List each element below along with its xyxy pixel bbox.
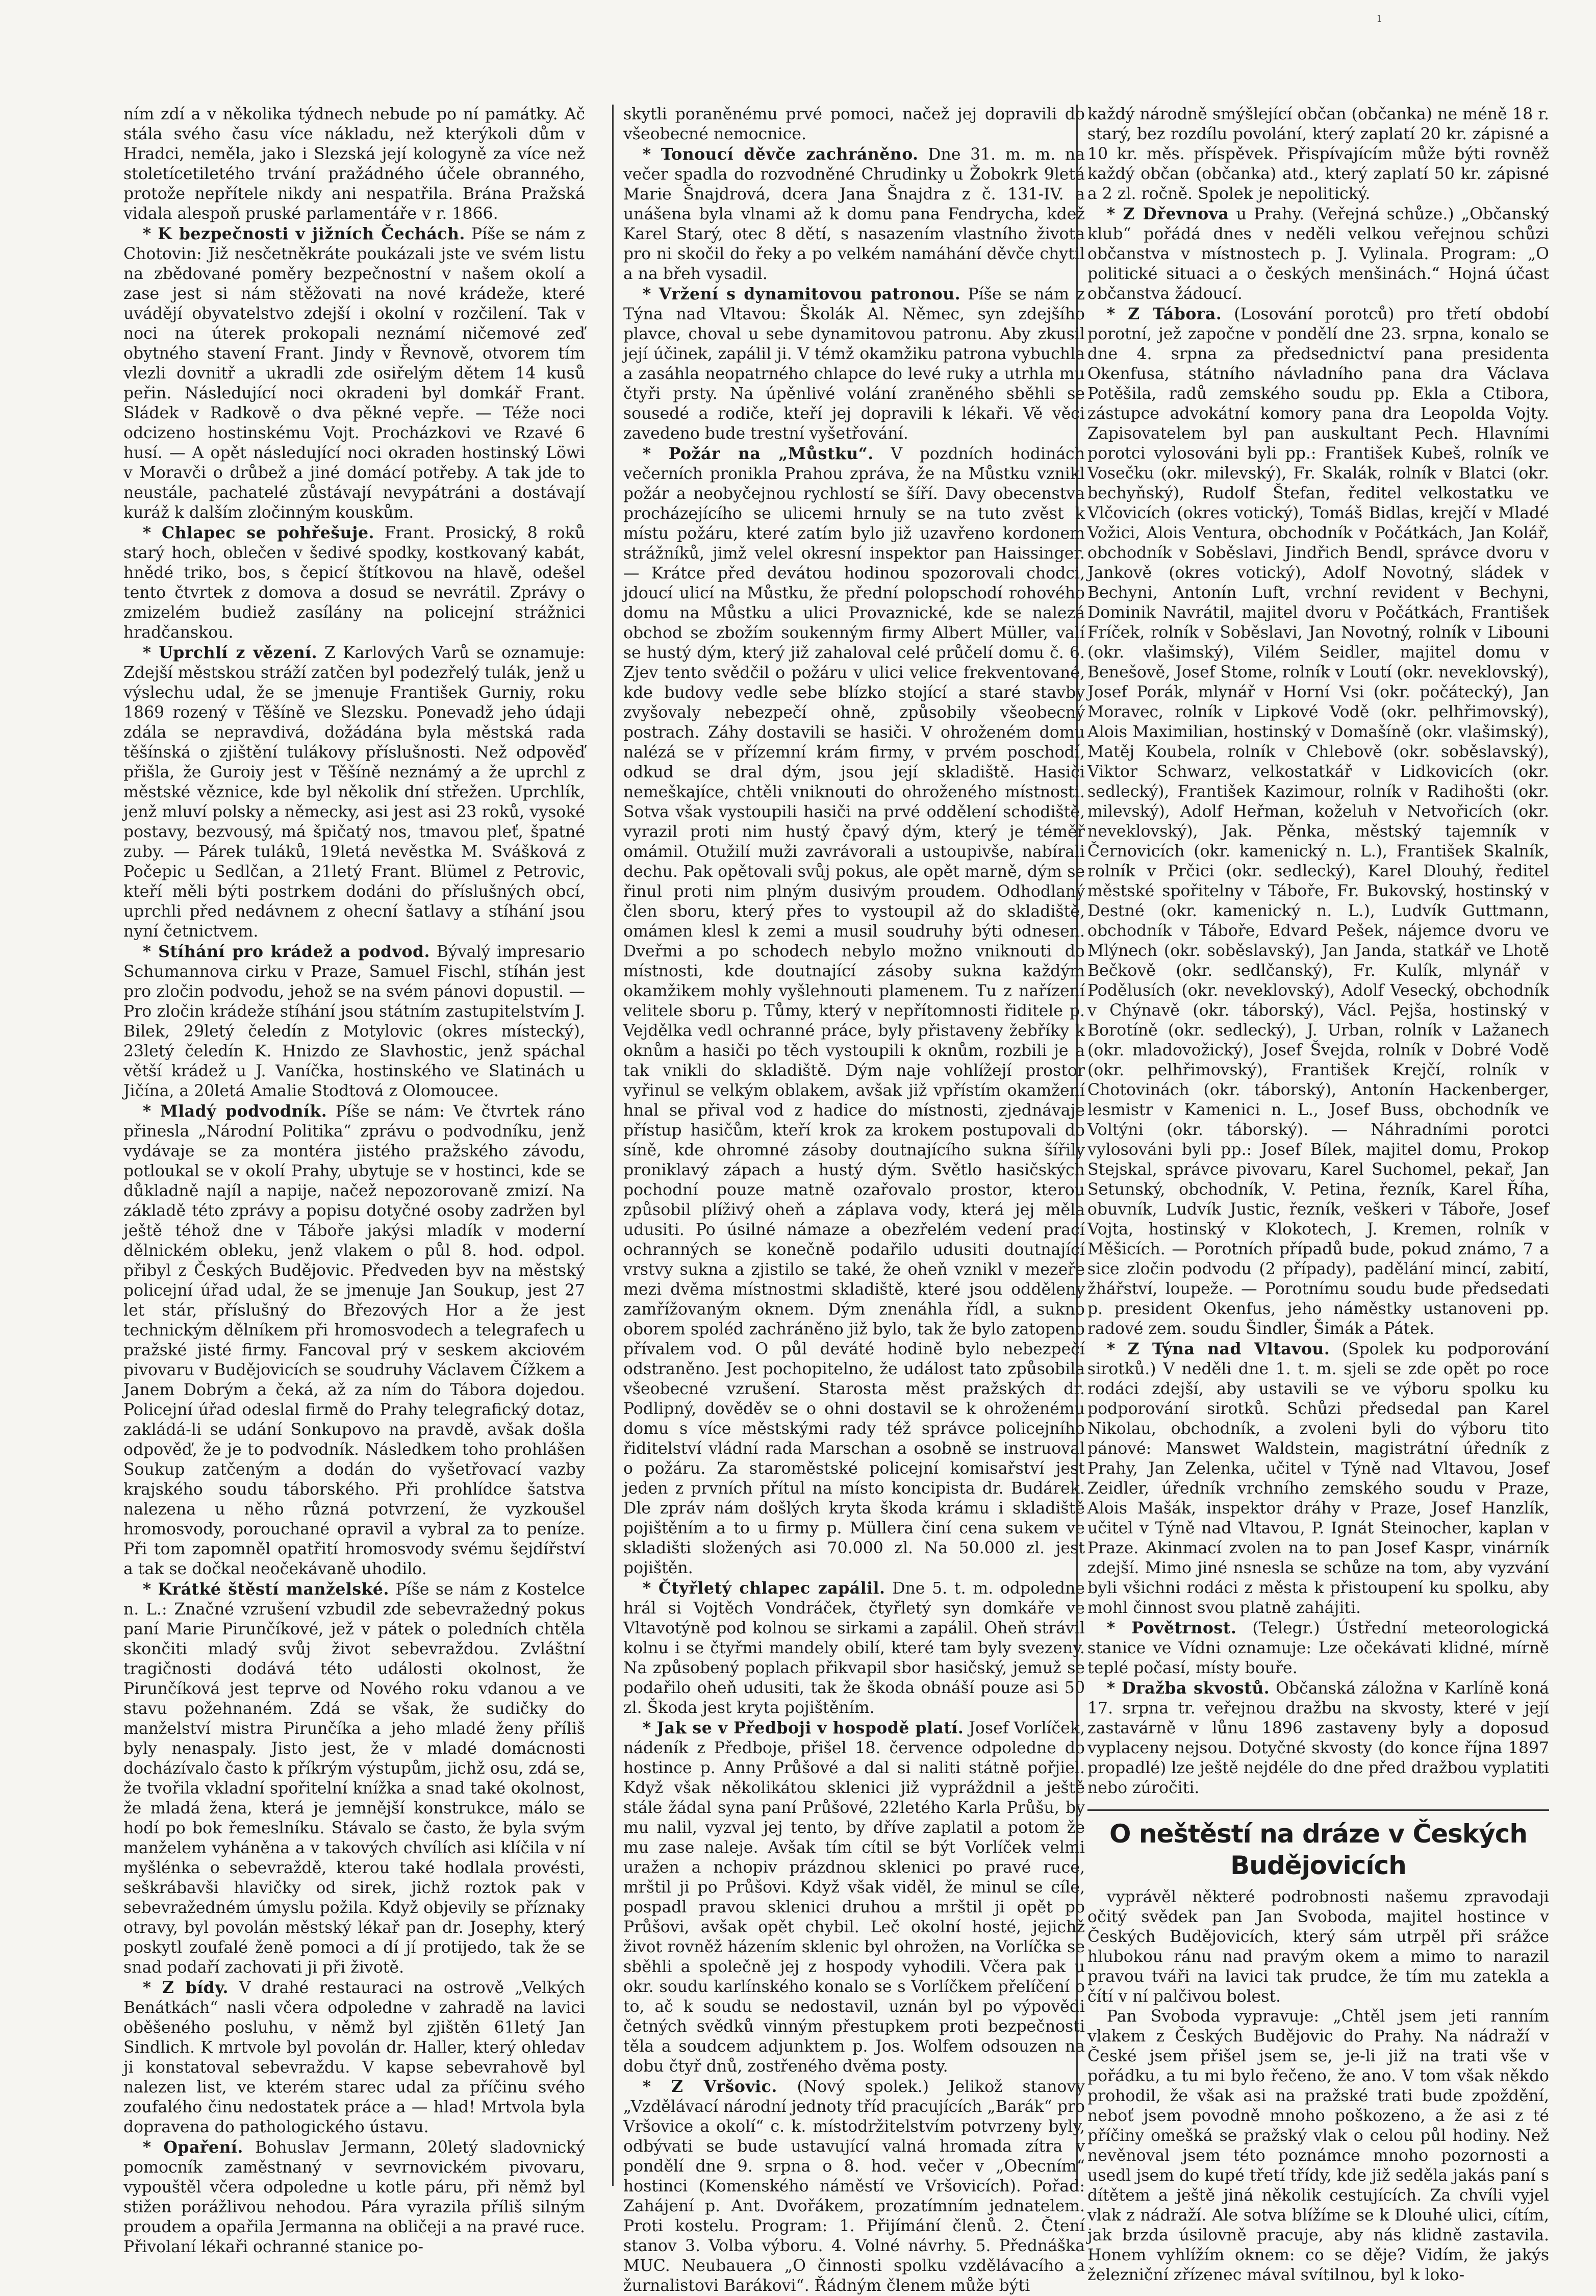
item-text: (Nový spolek.) Jelikož stanovy „Vzdělávací národní jednoty tříd pracujících „Barák“ pro Vršovice a okolí“ c. k. místodržitelstvím potvrzeny byly, odbývati se bude ustavující valná hromada zítra v pondělí dne 9. srpna o 8. hod. večer v „Obecním“ hostinci (Komenského náměstí ve Vršovicích). Pořad: Zahájení p. Ant. Dvořákem, prozatímním jednatelem. Proti kostelu. Program: 1. Přijímání členů. 2. Čtení stanov 3. Volba výboru. 4. Volné návrhy. 5. Přednáška MUC. Neubauera „O činnosti spolku vzdělávacího a žurnalistovi Barákovi“. Řádným členem může býti [623, 2078, 1085, 2295]
item-asterisk: * [142, 643, 159, 662]
article-paragraph: vyprávěl některé podrobnosti našemu zpravodaji očitý svědek pan Jan Svoboda, majitel hostince v Českých Budějovicích, který sám utrpěl při srážce hlubokou ránu nad pravým okem a mimo to narazil pravou tváři na lavici tak prudce, že tím mu zatekla a čítí v ní palčivou bolest. [1087, 1888, 1549, 2006]
news-item [1087, 204, 1549, 304]
news-item [1087, 1618, 1549, 1678]
item-title: Povětrnost. [1131, 1619, 1237, 1637]
item-text: (Spolek ku podporování sirotků.) V neděli dne 1. t. m. sjeli se zde opět po roce rodáci zdejší, aby ustavili se ve výboru spolku ku podporování sirotků. Schůzi předsedal pan Karel Nikolau, obchodník, a zvoleni byli do výboru tito pánové: Manswet Waldstein, magistrátní úředník z Prahy, Jan Zelenka, učitel v Týně nad Vltavou, Josef Zeidler, úředník vrchního zemského soudu v Praze, Alois Mašák, inspektor dráhy v Praze, Josef Hanzlík, učitel v Týně nad Vltavou, P. Ignát Steinocher, kaplan v Praze. Akinmací zvolen na to pan Josef Kaspr, vinárník zdejší. Mimo jiné nsnesla se schůze na tom, aby vyzvání byli všichni rodáci z města k přistoupení ku spolku, aby mohl činnost svou platně zahájiti. [1087, 1340, 1549, 1617]
item-asterisk: * [642, 285, 659, 304]
item-title: Dražba skvostů. [1122, 1679, 1270, 1698]
item-text: u Prahy. (Veřejná schůze.) „Občanský klub“ pořádá dnes v neděli velkou veřejnou schůzi občanstva v místnostech p. J. Vylinala. Program: „O politické situaci a o českých menšinách.“ Hojná účast občanstva žádoucí. [1087, 205, 1549, 303]
news-item [123, 224, 585, 523]
item-title: Čtyřletý chlapec zapálil. [658, 1579, 885, 1598]
news-item [123, 643, 585, 942]
news-item [123, 1978, 585, 2137]
item-text: Frant. Prosický, 8 roků starý hoch, oblečen v šedivé spodky, kostkovaný kabát, hnědé triko, bos, s čepicí štítkovou na hlavě, odešel tento čtvrtek z domova a dosud se nevrátil. Zprávy o zmizelém budiež zasílány na policejní strážnici hradčanskou. [123, 524, 585, 642]
news-item [623, 144, 1085, 284]
item-text: Bohuslav Jermann, 20letý sladovnický pomocník zaměstnaný v sevrnovickém pivovaru, vypouštěl včera odpoledne u kotle páru, při němž byl stižen porážlivou nehodou. Pára vyrazila příliš silným proudem a opařila Jermanna na obličeji a na pravé ruce. Přivolaní lékaři ochranné stanice po- [123, 2138, 585, 2256]
article-headline [1087, 1809, 1549, 1881]
item-asterisk: * [642, 1719, 657, 1737]
news-item [123, 942, 585, 1101]
item-asterisk: * [142, 1102, 160, 1121]
item-text: V drahé restauraci na ostrově „Velkých Benátkách“ nasli včera odpoledne v zahradě na lavici oběšeného posluhu, v němž byl zjištěn 61letý Jan Sindlich. K mrtvole byl povolán dr. Haller, který ohledav ji konstatoval sebevraždu. V kapse sebevrahově byl nalezen list, ve kterém starec udal za příčinu svého zoufalého činu nedostatek práce a — hlad! Mrtvola byla dopravena do pathologického ústavu. [123, 1979, 585, 2136]
item-text: Píše se nám z Chotovin: Již nesčetněkráte poukázali jste ve svém listu na zbědované poměry bezpečnostní v našem okolí a zase jest si nám stěžovati na nové krádeže, které uvádějí obyvatelstvo zdejší i okolní v rozčilení. Tak v noci na úterek prokopali neznámí ničemové zeď obytného stavení Frant. Jindy v Řevnově, otvorem tím vlezli dovnitř a ukradli zde osiřelým dětem 14 kusů peřin. Následující noci okradeni byl domkář Frant. Sládek v Radkově o dva pěkné vepře. — Téže noci odcizeno hostinskému Vojt. Procházkovi ve Rzavé 6 husí. — A opět následující noci okraden hostinský Löwi v Moravči o drůbež a jiné domácí potřeby. A tak jde to neustále, pachatelé zůstávají nevypátráni a dostávají kuráž k dalším zločinným kouskům. [123, 225, 585, 522]
item-title: Opaření. [163, 2138, 243, 2157]
item-text: Píše se nám z Týna nad Vltavou: Školák Al. Němec, syn zdejšího plavce, choval u sebe dynamitovou patronu. Aby zkusil její účinek, zapálil ji. V témž okamžiku patrona vybuchla a zasáhla neopatrného chlapce do levé ruky a utrhla mu čtyři prsty. Na úpěnlivé volání zraněného sběhli se sousedé a rodiče, kteří jej dopravili k lékaři. Vě věci zavedeno bude trestní vyšetřování. [623, 285, 1085, 443]
item-asterisk: * [1106, 1619, 1132, 1637]
column-opening-fragment: skytli poraněnému prvé pomoci, načež jej dopravili do všeobecné nemocnice. [623, 105, 1085, 143]
item-text: V pozdních hodinách večerních pronikla Prahou zpráva, že na Můstku vznikl požár a neobyčejnou rychlostí se šíří. Davy obecenstva procházejícího se ulicemi hrnuly se na tuto zvěst k místu požáru, které zatím bylo již uzavřeno kordonem strážníků, jimž velel okresní inspektor pan Haissinger. — Krátce před devátou hodinou spozorovali chodci, jdoucí ulicí na Můstku, že přední polopschodí rohového domu na Můstku a ulici Provaznické, kde se nalezá obchod se zbožím soukenným firmy Albert Müller, valí se hustý dým, který již zahaloval celé průčelí domu č. 6. Zjev tento svědčil o požáru v ulici velice frekventované, kde budovy vedle sebe blízko stojící a staré stavby zvyšovaly nebezpečí ohně, způsobily všeobecný postrach. Záhy dostavili se hasiči. V ohroženém domu nalézá se v přízemní krám firmy, v prvém poschodí, odkud se dral dým, jsou její skladiště. Hasiči nemeškajíce, chtěli vniknouti do ohroženého místnosti. Sotva však vystoupili hasiči na prvé oddělení schodiště, vyrazil proti nim hustý čpavý dým, který je téměř omámil. Otužilí muži zavrávorali a ustoupivše, nabírali dechu. Pak opětovali svůj pokus, ale opět marně, dým se řinul proti nim plným dusivým proudem. Odhodlaný člen sboru, který přes to vystoupil až do skladiště, omámen klesl k zemi a musil soudruhy býti odnesen. Dveřmi a po schodech nebylo možno vniknouti do místnosti, kde doutnající zásoby sukna každým okamžikem mohly vyšlehnouti plamenem. Tu z nařízení velitele sboru p. Tůmy, který v nepřítomnosti řiditele p. Vejdělka vedl ochranné práce, byly přistaveny žebříky k oknům a hasiči po těch vystoupili k oknům, rozbili je a tak vnikli do skladiště. Dým naje vohlížejí prostor vyřinul se velkým oblakem, avšak již vpřístím okamžení hnal se přival vod z hadice do místnosti, zjednávaje přístup hasičům, kteří krok za krokem postupovali do síně, kde ohromné zásoby doutnajícího sukna šířily proniklavý zápach a hustý dým. Světlo hasičských pochodní pouze matně ozařovalo prostor, kterou způsobil plíživý oheň a záplava vody, která jej měla udusiti. Po úsilné námaze a obezřelém vedení prací ochranných se konečně podařilo udusiti doutnající vrstvy sukna a zjistilo se také, že oheň vznikl v mezeře mezi dvěma místnostmi skladiště, které jsou odděleny zamřížovaným oknem. Dým znenáhla řídl, a sukno oborem spoléd zachráněno již bylo, tak že bylo zatopeno přívalem vod. O půl deváté hodině bylo nebezpečí odstraněno. Jest pochopitelno, že událost tato způsobila všeobecné vzrušení. Starosta měst pražských dr. Podlipný, dověděv se o ohni dostavil se k ohroženému domu s více městskými rady též správce policejního řiditelství vládní rada Marschan a osobně se instruoval o požáru. Za staroměstské policejní komisařství jest jeden z prvních přítul na místo koncipista dr. Budárek. Dle zpráv nám došlých kryta škoda krámu i skladiště pojištěním a to u firmy p. Müllera činí cena sukem ve skladišti složených asi 70.000 zl. Na 50.000 zl. jest pojištěn. [623, 445, 1085, 1577]
item-asterisk: * [642, 1579, 658, 1598]
item-title: Uprchlí z vězení. [159, 643, 318, 662]
column-3 [1087, 105, 1550, 2284]
item-title: Požár na „Můstku“. [668, 444, 874, 463]
column-rule [612, 105, 614, 2186]
article-paragraph: Pan Svoboda vypravuje: „Chtěl jsem jeti ranním vlakem z Českých Budějovic do Prahy. Na nádraží v České jsem přišel jsem se, je-li již na trati vše v pořádku, a tu mi bylo řečeno, že ano. V tom však někdo prohodil, že však asi na pražské trati bude zpoždění, neboť jsem povodně mnoho poškozeno, a že asi z té příčiny omešká se pražský vlak o celou půl hodiny. Než nevěnoval jsem této poznámce mnoho pozornosti a usedl jsem do kupé třetí třídy, kde již seděla jakás paní s dítětem a ještě jiná několik cestujících. Za chvíli vyjel vlak z nádraží. Ale sotva blížíme se k Dlouhé ulici, cítím, jak brzda úsilovně pracuje, aby nás klidně zastavila. Honem vyhlížím oknem: co se děje? Vidím, že jakýs železniční zřízenec mával svítilnou, byl k loko- [1087, 2007, 1549, 2284]
item-asterisk: * [1106, 205, 1123, 223]
margin-mark: ı [1377, 10, 1382, 26]
column-opening-fragment: ním zdí a v několika týdnech nebude po ní památky. Ač stála svého času více nákladu, než kterýkoli dům v Hradci, neměla, jako i Slezská její kologyně za více než stoletícetiletého trvání pražádného účele obranného, protože nepřítele nikdy ani nespatřila. Brána Pražská vidala alespoň pruské parlamentáře v r. 1866. [123, 105, 585, 223]
column-opening-fragment: každý národně smýšlející občan (občanka) ne méně 18 r. starý, bez rozdílu povolání, který zaplatí 20 kr. zápisné a 10 kr. měs. příspěvek. Přispívajícím může býti rovněž každý občan (občanka) atd., který zaplatí 50 kr. zápisné a 2 zl. ročně. Spolek je nepolitický. [1087, 105, 1549, 203]
item-title: Z Týna nad Vltavou. [1127, 1340, 1330, 1358]
item-text: Bývalý impresario Schumannova cirku v Praze, Samuel Fischl, stíhán jest pro zločin podvodu, jehož se na svém pánovi dopustil. — Pro zločin krádeže stíhání jsou státním zastupitelstvím J. Bilek, 29letý čeledín z Motylovic (okres místecký), 23letý čeledín K. Hnizdo ze Slavhostic, jenž spáchal větší krádež u J. Vaníčka, hostinského ve Slatinách u Jičína, a 20letá Amalie Stodtová z Olomoucee. [123, 943, 585, 1100]
news-item [1087, 1678, 1549, 1798]
item-asterisk: * [642, 444, 669, 463]
item-text: Občanská záložna v Karlíně koná 17. srpna tr. veřejnou dražbu na skvosty, které v její zastavárně v lůnu 1896 zastaveny byly a doposud vyplaceny nejsou. Dotyčné skvosty (do konce října 1897 propadlé) lze ještě nejdéle do dne před dražbou vyplatiti nebo zúročiti. [1087, 1679, 1549, 1797]
item-asterisk: * [142, 2138, 164, 2157]
item-text: Dne 5. t. m. odpoledne hrál si Vojtěch Vondráček, čtyřletý syn domkáře ve Vltavotýně pod kolnou se sirkami a zapálil. Oheň strávil kolnu i se čtyřmi mandely obilí, které tam byly svezeny. Na způsobený poplach přikvapil sbor hasičský, jemuž se podařilo oheň udusiti, tak že škoda obnáší pouze asi 50 zl. Škoda jest kryta pojištěním. [623, 1579, 1085, 1717]
item-text: Píše se nám z Kostelce n. L.: Značné vzrušení vzbudil zde sebevražedný pokus paní Marie Pirunčíkové, jež v pátek o poledních chtěla skončiti mladý svůj život sebevraždou. Zvláštní tragičnosti dodává této události okolnost, že Pirunčíková jest teprve od Nového roku vdanou a ve stavu požehnaném. Zdá se však, že sudičky do manželství mistra Pirunčíka a jeho mladé ženy příliš byly nenaspaly. Jisto jest, že v mladé domácnosti docházívalo často k příkrým výstupům, jichž osu, zdá se, že tvořila vkladní spořitelní knížka a snad také okolnost, že mladá žena, která je jemnější konstrukce, málo se hodí po bok řemeslníku. Stávalo se často, že byla svým manželem vyháněna a v takových chvílích asi klíčila v ní myšlénka o sebevraždě, kterou také hodlala provésti, seškrábavši hlavičky od sirek, jichž roztok pak v sebevražedném úmyslu požila. Když objevily se příznaky otravy, byl povolán městský lékař pan dr. Josephy, který poskytl zoufalé ženě pomoci a dí jí protijedo, tak že se snad podaří zachovati ji při životě. [123, 1580, 585, 1977]
item-asterisk: * [642, 145, 661, 164]
news-item [623, 2077, 1085, 2296]
item-title: Z Dřevnova [1123, 205, 1229, 223]
item-asterisk: * [142, 942, 159, 961]
news-item [1087, 304, 1549, 1339]
news-items [123, 224, 585, 2257]
item-asterisk: * [142, 1978, 163, 1997]
item-title: Z Vršovic. [671, 2077, 777, 2096]
item-text: (Telegr.) Ústřední meteorologická stanice ve Vídni oznamuje: Lze očekávati klidné, mírně teplé počasí, místy bouře. [1087, 1619, 1549, 1677]
item-asterisk: * [142, 1580, 158, 1599]
item-title: Krátké štěstí manželské. [158, 1580, 389, 1599]
item-text: Z Karlových Varů se oznamuje: Zdejší městskou stráží zatčen byl podezřelý tulák, jenž u výslechu udal, že se jmenuje František Gurniy, roku 1869 rozený v Těšíně ve Slezsku. Ponevadž jeho údaji zdála se nepravdivá, dožádána byla městská rada těšínská o zjištění tulákovy příslušnosti. Než odpověď přišla, že Guroiy jest v Těšíně neznámý a že uprchl z městské věznice, kde byl několik dní střežen. Uprchlík, jenž mluví polsky a německy, asi jest asi 23 roků, vysoké postavy, bezvousý, má špičatý nos, tmavou pleť, špatné zuby. — Párek tuláků, 19letá nevěstka M. Svášková z Počepic u Sedlčan, a 21letý Frant. Blümel z Petrovic, kteří měli býti postrkem dodáni do příslušných obcí, uprchli před nedávnem z ohecní šatlavy a stíhání jsou nyní četnictvem. [123, 644, 585, 941]
item-title: Tonoucí děvče zachráněno. [661, 145, 919, 164]
news-items [1087, 204, 1549, 1798]
item-asterisk: * [142, 523, 162, 542]
item-text: Dne 31. m. m. na večer spadla do rozvodněné Chrudinky u Žobokrk 9letá Marie Šnajdrová, dcera Jana Šnajdra z č. 131-IV. a unášena byla vlnami až k domu pana Fendrycha, kdež Karel Starý, otec 8 dětí, s nasazením vlastního života pro ni skočil do řeky a po velkém namáhání děvče chytil a na břeh vysadil. [623, 145, 1085, 283]
item-asterisk: * [142, 224, 158, 243]
news-item [623, 1578, 1085, 1718]
item-title: Stíhání pro krádež a podvod. [158, 942, 430, 961]
item-text: (Losování porotců) pro třetí období porotní, jež započne v pondělí dne 23. srpna, konalo se dne 4. srpna za předsednictví pana presidenta Okenfusa, státního návladního pana dra Václava Potěšila, radů zemského soudu pp. Ekla a Ctibora, zástupce advokátní komory pana dra Leopolda Vojty. Zapisovatelem byl pan auskultant Pech. Hlavními porotci vylosováni byli pp.: František Kubeš, rolník ve Vosečku (okr. milevský), Fr. Skalák, rolník v Blatci (okr. bechyňský), Rudolf Štefan, ředitel velkostatku ve Vlčovicích (okres votický), Tomáš Bidlas, krejčí v Mladé Vožici, Alois Ventura, obchodník v Počátkách, Jan Kolář, obchodník v Soběslavi, Jindřich Bendl, správce dvoru v Jankově (okres votický), Adolf Novotný, sládek v Bechyni, Antonín Luft, vrchní revident v Bechyni, Dominik Navrátil, majitel dvoru v Počátkách, František Fríček, rolník v Soběslavi, Jan Novotný, rolník v Libouni (okr. vlašimský), Vilém Seidler, majitel domu v Benešově, Josef Stome, rolník v Loutí (okr. neveklovský), Josef Porák, mlynář v Horní Vsi (okr. počátecký), Jan Moravec, rolník v Lipkové Vodě (okr. pelhřimovský), Alois Maximilian, hostinský v Domašíně (okr. vlašimský), Matěj Koubela, rolník v Chlebově (okr. soběslavský), Viktor Schwarz, velkostatkář v Lidkovicích (okr. sedlecký), František Kazimour, rolník v Radihošti (okr. milevský), Adolf Heřman, koželuh v Netvořicích (okr. neveklovský), Jak. Pěnka, městský tajemník v Černovicích (okr. kamenický n. L.), František Skalník, rolník v Prčici (okr. sedlecký), Karel Dlouhý, ředitel městské spořitelny v Táboře, Fr. Bukovský, hostinský v Destné (okr. kamenický n. L.), Ludvík Guttmann, obchodník v Táboře, Edvard Pešek, nájemce dvoru ve Mlýnech (okr. soběslavský), Jan Janda, statkář ve Lhotě Bečkově (okr. sedlčanský), Fr. Kulík, mlynář v Podělusích (okr. neveklovský), Adolf Vesecký, obchodník v Chýnavě (okr. táborský), Václ. Pejša, hostinský v Borotíně (okr. sedlecký), J. Urban, rolník v Lažanech (okr. mladovožický), Josef Švejda, rolník v Dobré Vodě (okr. pelhřimovský), František Krejčí, rolník v Chotovinách (okr. táborský), Antonín Hackenberger, lesmistr v Kamenici n. L., Josef Buss, obchodník ve Voltýni (okr. táborský). — Náhradními porotci vylosováni byli pp.: Josef Bílek, majitel domu, Prokop Stejskal, správce pivovaru, Karel Suchomel, pekař, Jan Setunský, obchodník, V. Petina, řezník, Karel Říha, obuvník, Ludvík Justic, řezník, veškeri v Táboře, Josef Vojta, hostinský v Klokotech, J. Kremen, rolník v Měšicích. — Porotních případů bude, pokud známo, 7 a sice zločin podvodu (2 případy), padělání mincí, zabití, žhářství, loupeže. — Porotnímu soudu bude předsedati p. president Okenfus, jeho náměstky ustanoveni pp. radové zem. soudu Šindler, Šimák a Pátek. [1087, 305, 1550, 1338]
item-title: Chlapec se pohřešuje. [162, 523, 374, 542]
column-1 [123, 105, 585, 2256]
item-text: Josef Vorlíček, nádeník z Předboje, přišel 18. července odpoledne do hostince p. Anny Průšové a dal si naliti státně pořjiel. Když však několikátou sklenici již vypráždnil a ještě stále žádal syna paní Průšové, 22letého Karla Průšu, by mu nalil, vyzval jej tento, by dříve zaplatil a potom že mu zase naleje. Avšak tím cítil se být Vorlíček velmi uražen a nchopiv prázdnou sklenici po pravé ruce, mrštil ji po Průšovi. Když však viděl, že minul se cíle, pospadl pravou sklenici druhou a mrštil ji opět po Průšovi, avšak opět chybil. Leč okolní hosté, jejichž život rovněž házením sklenic byl ohrožen, na Vorlíčka se sběhli a společně jej z hospody vyhodili. Včera pak u okr. soudu karlínského konalo se s Vorlíčkem přelíčení o to, ač k soudu se nedostavil, uznán byl po výpovědi četných svědků vinným přestupkem proti bezpečnosti těla a soudcem adjunktem p. Jos. Wolfem odsouzen na dobu čtyř dnů, zostřeného dvěma posty. [623, 1719, 1085, 2076]
news-item [623, 1718, 1085, 2077]
news-item [123, 523, 585, 643]
item-title: Jak se v Předboji v hospodě platí. [656, 1719, 964, 1737]
item-text: Píše se nám: Ve čtvrtek ráno přinesla „Národní Politika“ zprávu o podvodníku, jenž vydávaje se za montéra jistého pražského závodu, potloukal se v okolí Prahy, ubytuje se v hostinci, kde se důkladně najíl a napije, načež nepozorovaně zmizí. Na základě této zprávy a popisu dotyčné osoby zadržen byl ještě téhož dne v Táboře jakýsi mladík v moderní dělnickém obleku, jenž vlakem o půl 8. hod. odpol. přibyl z Českých Budějovic. Předveden byv na městský policejní úřad udal, že se jmenuje Jan Soukup, jest 27 let stár, příslušný do Březových Hor a že jest technickým dělníkem při hromosvodech a telegrafech u pražské jisté firmy. Fancoval prý v seskem akciovém pivovaru v Budějovicích se soudruhy Václavem Čížkem a Janem Dobrým a čeká, až za ním do Tábora dojedou. Policejní úřad odeslal firmě do Prahy telegrafický dotaz, zakládá-li se udání Sonkupovo na pravdě, avšak došla odpověď, že je to podvodník. Následkem toho prohlášen Soukup zatčeným a dodán do vyšetřovací vazby krajského soudu táborského. Při prohlídce šatstva nalezena u něho různá potvrzení, že vyzkoušel hromosvody, porouchané opravil a vybral za to peníze. Při tom zapomněl opatřití hromosvody svému šejdířství a tak se dočkal neočekávaně uhodilo. [123, 1102, 585, 1578]
news-items [623, 144, 1085, 2296]
news-item [123, 2137, 585, 2257]
news-item [1087, 1339, 1549, 1618]
column-2 [623, 105, 1085, 2295]
headline-line: O neštěstí na dráze v Českých [1109, 1819, 1527, 1849]
news-item [623, 444, 1085, 1578]
item-title: Mladý podvodník. [160, 1102, 327, 1121]
article-body [1087, 1887, 1549, 2285]
item-title: Z bídy. [162, 1978, 229, 1997]
news-item [123, 1101, 585, 1579]
news-item [123, 1579, 585, 1978]
item-asterisk: * [642, 2077, 671, 2096]
item-title: Vržení s dynamitovou patronou. [658, 285, 961, 304]
news-item [623, 284, 1085, 444]
item-asterisk: * [1106, 1340, 1128, 1358]
item-title: Z Tábora. [1128, 305, 1222, 323]
item-asterisk: * [1106, 305, 1128, 323]
headline-line: Budějovicích [1230, 1851, 1406, 1880]
item-title: K bezpečnosti v jižních Čechách. [158, 224, 465, 243]
item-asterisk: * [1106, 1679, 1122, 1698]
